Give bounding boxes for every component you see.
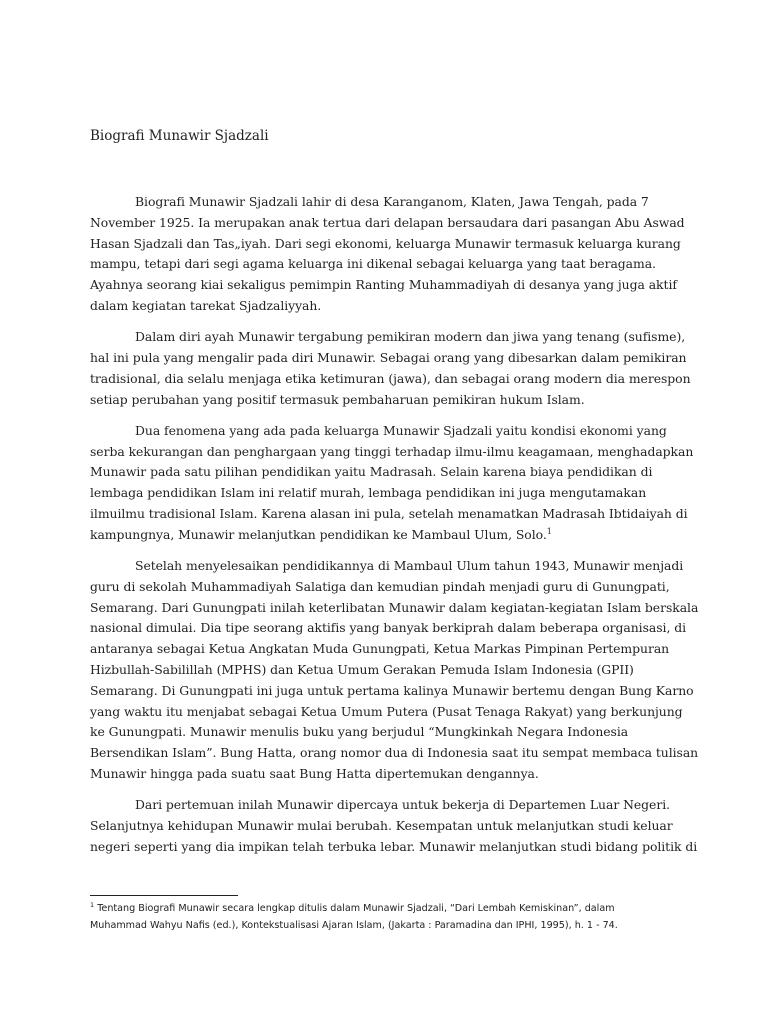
text-line: Semarang. Di Gunungpati ini juga untuk pertama kalinya Munawir bertemu dengan Bung Karno [90, 682, 694, 698]
text-line: yang waktu itu menjabat sebagai Ketua Umum Putera (Pusat Tenaga Rakyat) yang berkunjung [90, 703, 683, 719]
text-line: Dua fenomena yang ada pada keluarga Munawir Sjadzali yaitu kondisi ekonomi yang [135, 422, 667, 438]
document-title: Biografi Munawir Sjadzali [90, 128, 269, 144]
footnote-separator [90, 895, 238, 896]
text-line: dalam kegiatan tarekat Sjadzaliyyah. [90, 297, 322, 313]
text-line: lembaga pendidikan Islam ini relatif murah, lembaga pendidikan ini juga mengutamakan [90, 485, 647, 501]
text-line: Ayahnya seorang kiai sekaligus pemimpin Ranting Muhammadiyah di desanya yang juga aktif [90, 277, 677, 293]
paragraph [90, 556, 699, 785]
paragraph-spacing [90, 785, 690, 795]
text-line: nasional dimulai. Dia tipe seorang aktifis yang banyak berkiprah dalam beberapa organisasi, di [90, 620, 687, 636]
text-line: Setelah menyelesaikan pendidikannya di Mambaul Ulum tahun 1943, Munawir menjadi [135, 557, 684, 573]
paragraph-spacing [90, 546, 690, 556]
paragraph [90, 795, 698, 857]
text-line: ilmuilmu tradisional Islam. Karena alasan ini pula, setelah menamatkan Madrasah Ibtidaiyah di [90, 505, 688, 521]
text-line: Munawir pada satu pilihan pendidikan yaitu Madrasah. Selain karena biaya pendidikan di [90, 464, 653, 480]
text-line: Semarang. Dari Gunungpati inilah keterlibatan Munawir dalam kegiatan-kegiatan Islam berskala [90, 599, 699, 615]
text-line: guru di sekolah Muhammadiyah Salatiga dan kemudian pindah menjadi guru di Gunungpati, [90, 578, 670, 594]
text-line: tradisional, dia selalu menjaga etika ketimuran (jawa), dan sebagai orang modern dia merespon [90, 370, 691, 386]
text-line-with-footnote [90, 525, 690, 546]
text-line: kampungnya, Munawir melanjutkan pendidikan ke Mambaul Ulum, Solo. [90, 526, 547, 542]
text-line: hal ini pula yang mengalir pada diri Munawir. Sebagai orang yang dibesarkan dalam pemikiran [90, 349, 687, 365]
text-line: Hizbullah-Sabilillah (MPHS) dan Ketua Umum Gerakan Pemuda Islam Indonesia (GPII) [90, 661, 634, 677]
footnote-line [90, 900, 710, 917]
text-line: Hasan Sjadzali dan Tas„iyah. Dari segi ekonomi, keluarga Munawir termasuk keluarga kurang [90, 235, 681, 251]
text-line: negeri seperti yang dia impikan telah terbuka lebar. Munawir melanjutkan studi bidang politik di [90, 838, 698, 854]
text-line: antaranya sebagai Ketua Angkatan Muda Gunungpati, Ketua Markas Pimpinan Pertempuran [90, 641, 670, 657]
paragraph-spacing [90, 317, 690, 327]
footnote-text: Tentang Biografi Munawir secara lengkap ditulis dalam Munawir Sjadzali, “Dari Lembah Kemiskinan”, dalam [94, 903, 615, 914]
text-line: November 1925. Ia merupakan anak tertua dari delapan bersaudara dari pasangan Abu Aswad [90, 214, 685, 230]
text-line: Biografi Munawir Sjadzali lahir di desa Karanganom, Klaten, Jawa Tengah, pada 7 [135, 194, 649, 209]
text-line: ke Gunungpati. Munawir menulis buku yang berjudul “Mungkinkah Negara Indonesia [90, 724, 629, 740]
footnote-line: Muhammad Wahyu Nafis (ed.), Kontekstualisasi Ajaran Islam, (Jakarta : Paramadina dan IPHI, 1995), h. 1 - 74. [90, 920, 618, 931]
text-line: setiap perubahan yang positif termasuk pembaharuan pemikiran hukum Islam. [90, 391, 585, 407]
paragraph-spacing [90, 410, 690, 420]
footnote-reference[interactable]: 1 [546, 526, 552, 536]
text-line: Dari pertemuan inilah Munawir dipercaya untuk bekerja di Departemen Luar Negeri. [135, 797, 670, 813]
paragraph [90, 192, 690, 317]
document-body [90, 192, 699, 857]
text-line: Munawir hingga pada suatu saat Bung Hatta dipertemukan dengannya. [90, 765, 539, 781]
footnote [90, 900, 710, 934]
text-line: Dalam diri ayah Munawir tergabung pemikiran modern dan jiwa yang tenang (sufisme), [135, 329, 686, 345]
text-line: mampu, tetapi dari segi agama keluarga ini dikenal sebagai keluarga yang taat beragama. [90, 256, 656, 272]
text-line: serba kekurangan dan penghargaan yang tinggi terhadap ilmu-ilmu keagamaan, menghadapkan [90, 443, 694, 459]
text-line: Selanjutnya kehidupan Munawir mulai berubah. Kesempatan untuk melanjutkan studi keluar [90, 817, 673, 833]
paragraph [90, 421, 694, 546]
paragraph [90, 327, 690, 410]
text-line: Bersendikan Islam”. Bung Hatta, orang nomor dua di Indonesia saat itu sempat membaca tulisan [90, 745, 699, 761]
footnote-number: 1 [90, 901, 95, 909]
